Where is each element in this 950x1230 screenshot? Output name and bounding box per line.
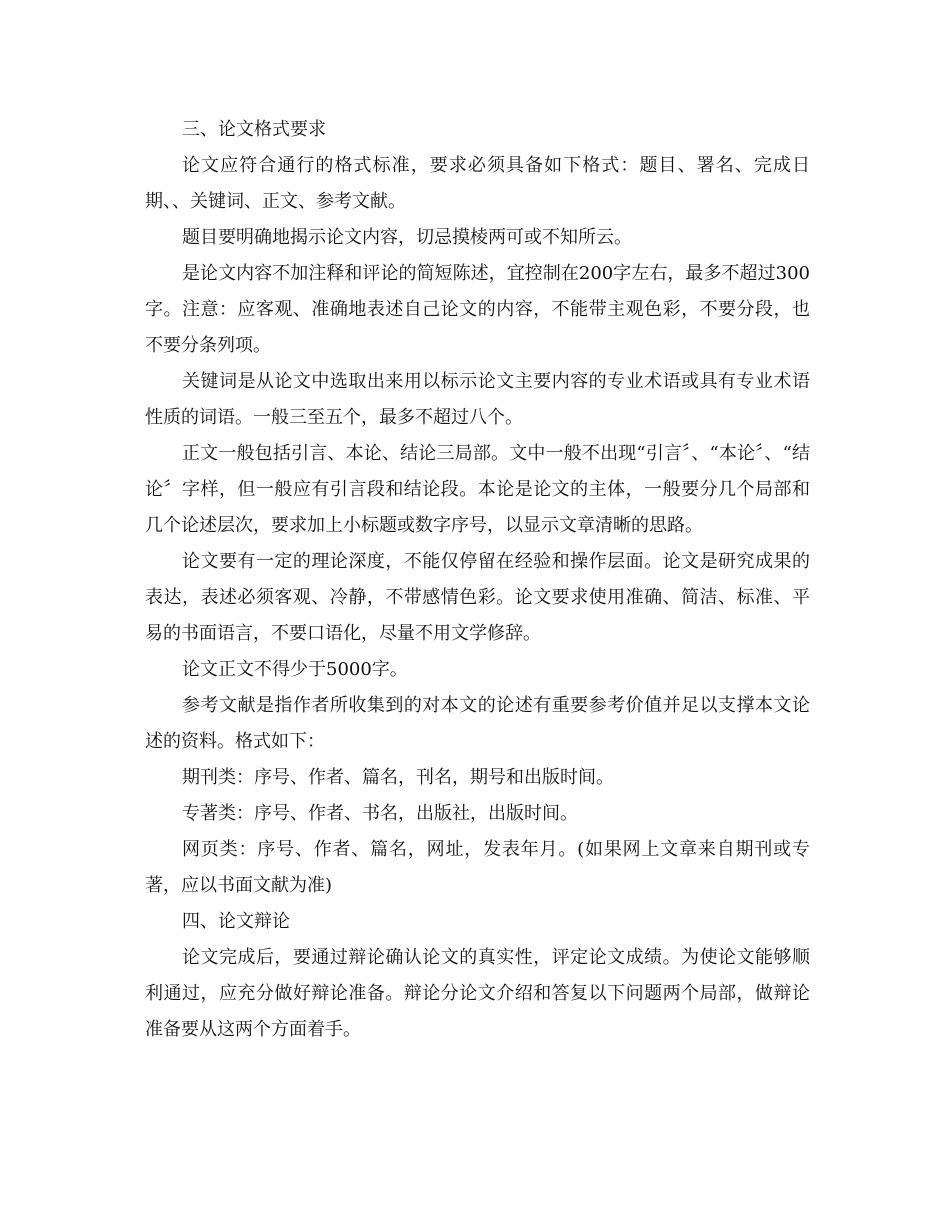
section-heading-defense: 四、论文辩论 <box>182 911 290 932</box>
paragraph-body-text: 正文一般包括引言、本论、结论三局部。文中一般不出现“引言〞、“本论〞、“结论〞字样，但一般应有引言段和结论段。本论是论文的主体，一般要分几个局部和几个论述层次，要求加上小标题或数字序号，以显示文章清晰的思路。 <box>145 443 810 536</box>
paragraph-references: 参考文献是指作者所收集到的对本文的论述有重要参考价值并足以支撑本文论述的资料。格式如下： <box>145 695 810 752</box>
paragraph-word-count: 论文正文不得少于5000字。 <box>182 659 408 680</box>
document-body <box>145 112 810 1048</box>
section-heading-format: 三、论文格式要求 <box>182 119 326 140</box>
paragraph-defense: 论文完成后，要通过辩论确认论文的真实性，评定论文成绩。为使论文能够顺利通过，应充分做好辩论准备。辩论分论文介绍和答复以下问题两个局部，做辩论准备要从这两个方面着手。 <box>145 947 810 1040</box>
paragraph-webpage-format: 网页类：序号、作者、篇名，网址，发表年月。(如果网上文章来自期刊或专著，应以书面文献为准) <box>145 839 810 896</box>
paragraph-format-standard: 论文应符合通行的格式标准，要求必须具备如下格式：题目、署名、完成日期、、关键词、正文、参考文献。 <box>145 155 810 212</box>
paragraph-title: 题目要明确地揭示论文内容，切忌摸棱两可或不知所云。 <box>182 227 632 248</box>
paragraph-keywords: 关键词是从论文中选取出来用以标示论文主要内容的专业术语或具有专业术语性质的词语。一般三至五个，最多不超过八个。 <box>145 371 810 428</box>
paragraph-journal-format: 期刊类：序号、作者、篇名，刊名，期号和出版时间。 <box>182 767 614 788</box>
paragraph-monograph-format: 专著类：序号、作者、书名，出版社，出版时间。 <box>182 803 578 824</box>
paragraph-theory-depth: 论文要有一定的理论深度，不能仅停留在经验和操作层面。论文是研究成果的表达，表述必须客观、冷静，不带感情色彩。论文要求使用准确、简洁、标准、平易的书面语言，不要口语化，尽量不用文学修辞。 <box>145 551 810 644</box>
paragraph-abstract: 是论文内容不加注释和评论的简短陈述，宜控制在200字左右，最多不超过300字。注意：应客观、准确地表述自己论文的内容，不能带主观色彩，不要分段，也不要分条列项。 <box>145 263 810 356</box>
